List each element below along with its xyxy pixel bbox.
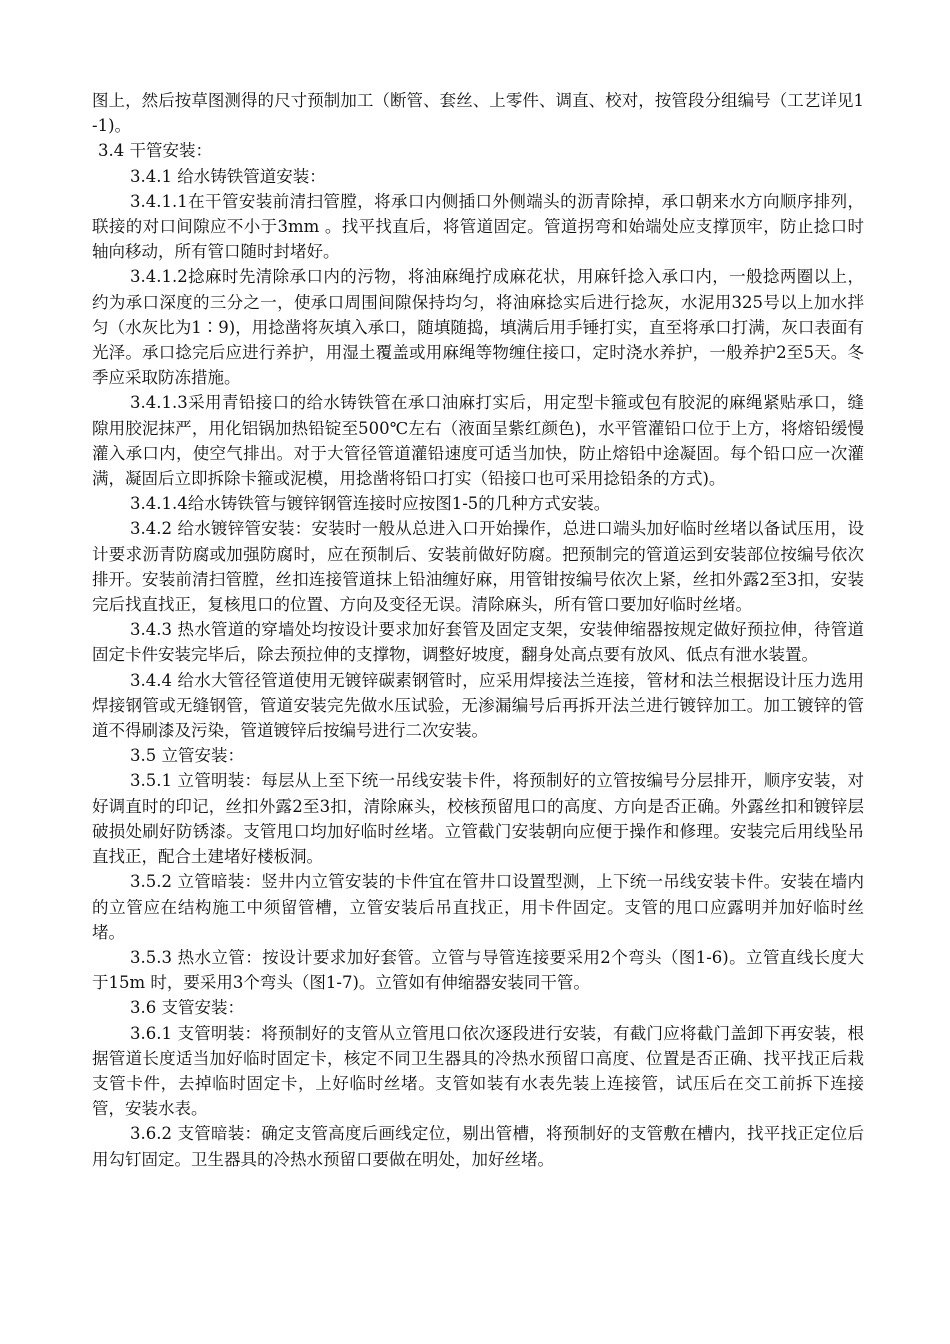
section-heading: 3.4 干管安装： bbox=[98, 141, 212, 161]
paragraph: 3.5.1 立管明装：每层从上至下统一吊线安装卡件，将预制好的立管按编号分层排开，顺序安装，对好调直时的印记，丝扣外露2至3扣，清除麻头，校核预留甩口的高度、方向是否正确。外露丝扣和镀锌层破损处刷好防锈漆。支管甩口均加好临时丝堵。立管截门安装朝向应便于操作和修理。安装完后用线坠吊直找正，配合土建堵好楼板洞。 bbox=[92, 771, 864, 867]
paragraph: 3.4.3 热水管道的穿墙处均按设计要求加好套管及固定支架，安装伸缩器按规定做好预拉伸，待管道固定卡件安装完毕后，除去预拉伸的支撑物，调整好坡度，翻身处高点要有放风、低点有泄水装置。 bbox=[92, 620, 864, 665]
paragraph: 3.4.1.4给水铸铁管与镀锌钢管连接时应按图1-5的几种方式安装。 bbox=[130, 494, 611, 514]
paragraph: 3.4.1.1在干管安装前清扫管膛，将承口内侧插口外侧端头的沥青除掉，承口朝来水方向顺序排列，联接的对口间隙应不小于3mm 。找平找直后，将管道固定。管道拐弯和始端处应支撑顶牢，防止捻口时轴向移动，所有管口随时封堵好。 bbox=[92, 191, 864, 262]
paragraph: 3.5.2 立管暗装：竖井内立管安装的卡件宜在管井口设置型测，上下统一吊线安装卡件。安装在墙内的立管应在结构施工中须留管槽，立管安装后吊直找正，用卡件固定。支管的甩口应露明并加好临时丝堵。 bbox=[92, 872, 864, 942]
paragraph: 图上，然后按草图测得的尺寸预制加工（断管、套丝、上零件、调直、校对，按管段分组编号（工艺详见1-1)。 bbox=[92, 91, 864, 136]
paragraph: 3.4.1.2捻麻时先清除承口内的污物，将油麻绳拧成麻花状，用麻钎捻入承口内，一般捻两圈以上，约为承口深度的三分之一，使承口周围间隙保持均匀，将油麻捻实后进行捻灰，水泥用325号以上加水拌匀（水灰比为1∶9)，用捻凿将灰填入承口，随填随捣，填满后用手锤打实，直至将承口打满，灰口表面有光泽。承口捻完后应进行养护，用湿土覆盖或用麻绳等物缠住接口，定时浇水养护，一般养护2至5天。冬季应采取防冻措施。 bbox=[92, 267, 864, 388]
subsection-heading: 3.4.1 给水铸铁管道安装： bbox=[130, 166, 326, 186]
paragraph: 3.4.4 给水大管径管道使用无镀锌碳素钢管时，应采用焊接法兰连接，管材和法兰根据设计压力选用焊接钢管或无缝钢管，管道安装完先做水压试验，无渗漏编号后再拆开法兰进行镀锌加工。加工镀锌的管道不得刷漆及污染，管道镀锌后按编号进行二次安装。 bbox=[92, 670, 864, 741]
paragraph: 3.6.1 支管明装：将预制好的支管从立管甩口依次逐段进行安装，有截门应将截门盖卸下再安装，根据管道长度适当加好临时固定卡，核定不同卫生器具的冷热水预留口高度、位置是否正确、找平找正后栽支管卡件，去掉临时固定卡，上好临时丝堵。支管如装有水表先装上连接管，试压后在交工前拆下连接管，安装水表。 bbox=[92, 1023, 864, 1119]
paragraph: 3.4.2 给水镀锌管安装：安装时一般从总进入口开始操作，总进口端头加好临时丝堵以备试压用，设计要求沥青防腐或加强防腐时，应在预制后、安装前做好防腐。把预制完的管道运到安装部位按编号依次排开。安装前清扫管膛，丝扣连接管道抹上铅油缠好麻，用管钳按编号依次上紧，丝扣外露2至3扣，安装完后找直找正，复核甩口的位置、方向及变径无误。清除麻头，所有管口要加好临时丝堵。 bbox=[92, 519, 864, 615]
section-heading: 3.5 立管安装： bbox=[130, 746, 244, 766]
paragraph: 3.5.3 热水立管：按设计要求加好套管。立管与导管连接要采用2个弯头（图1-6)。立管直线长度大于15m 时，要采用3个弯头（图1-7)。立管如有伸缩器安装同干管。 bbox=[92, 947, 864, 993]
section-heading: 3.6 支管安装： bbox=[130, 998, 244, 1018]
paragraph: 3.4.1.3采用青铅接口的给水铸铁管在承口油麻打实后，用定型卡箍或包有胶泥的麻绳紧贴承口，缝隙用胶泥抹严，用化铝锅加热铅锭至500℃左右（液面呈紫红颜色)，水平管灌铅口位于上方，将熔铅缓慢灌入承口内，使空气排出。对于大管径管道灌铅速度可适当加快，防止熔铅中途凝固。每个铅口应一次灌满，凝固后立即拆除卡箍或泥模，用捻凿将铅口打实（铅接口也可采用捻铅条的方式)。 bbox=[92, 393, 864, 489]
paragraph: 3.6.2 支管暗装：确定支管高度后画线定位，剔出管槽，将预制好的支管敷在槽内，找平找正定位后用勾钉固定。卫生器具的冷热水预留口要做在明处，加好丝堵。 bbox=[92, 1124, 864, 1169]
